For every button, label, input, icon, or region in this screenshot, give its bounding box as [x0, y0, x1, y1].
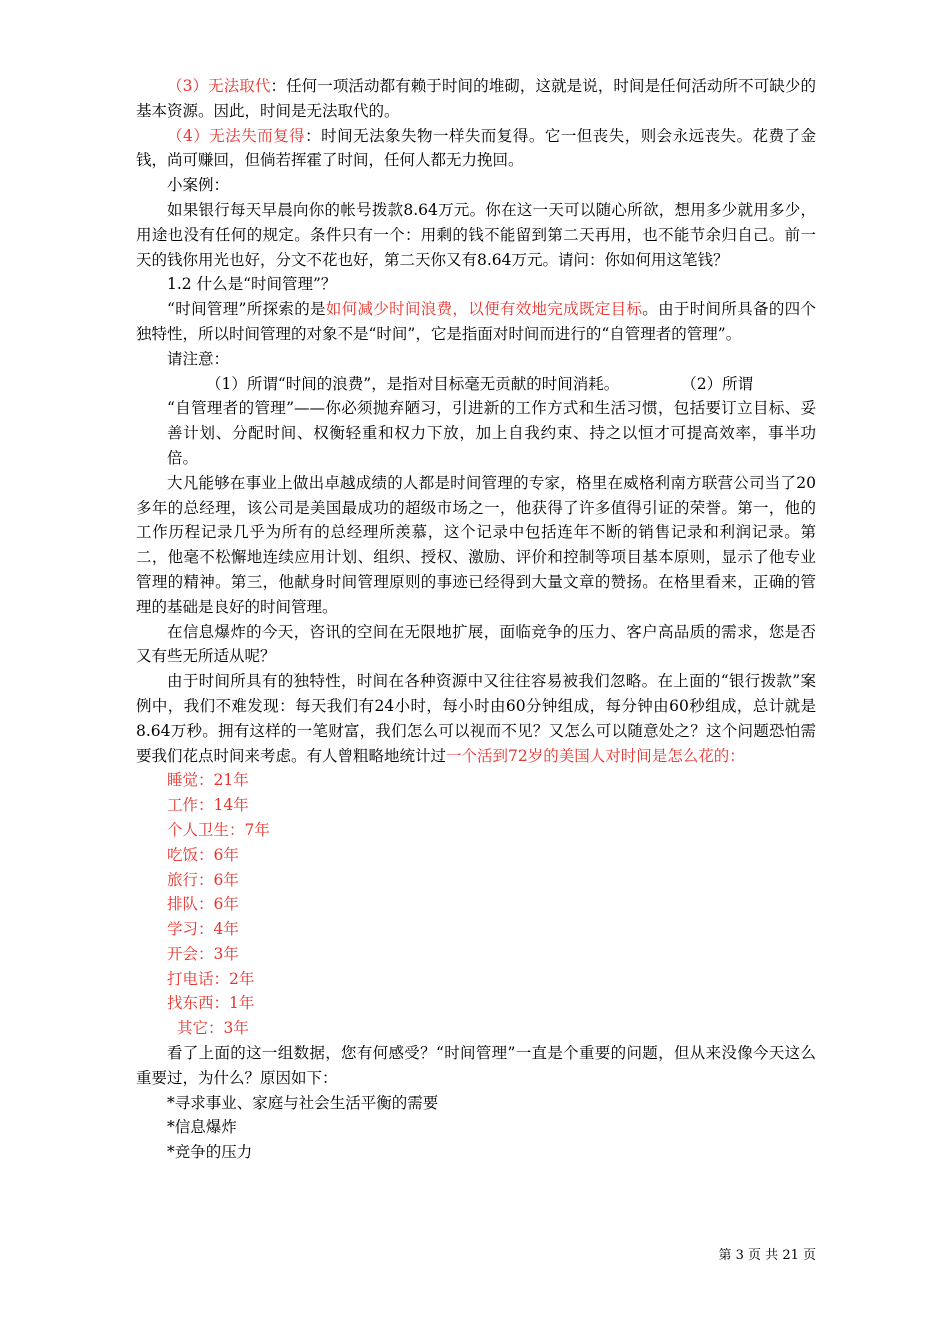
paragraph-unique: 由于时间所具有的独特性，时间在各种资源中又往往容易被我们忽略。在上面的“银行拨款”案例中，我们不难发现：每天我们有24小时，每小时由60分钟组成，每分钟由60秒组成，总计就是8.64万秒。拥有这样的一笔财富，我们怎么可以视而不见？又怎么可以随意处之？这个问题恐怕需要我们花点时间来考虑。有人曾粗略地统计过一个活到72岁的美国人对时间是怎么花的： [136, 672, 816, 765]
list-item: *寻求事业、家庭与社会生活平衡的需要 [167, 1093, 439, 1112]
highlight-goal: 如何减少时间浪费，以便有效地完成既定目标 [325, 300, 643, 319]
list-item: 打电话：2年 [167, 969, 255, 988]
case-paragraph: 如果银行每天早晨向你的帐号拨款8.64万元。你在这一天可以随心所欲，想用多少就用多少，用途也没有任何的规定。条件只有一个：用剩的钱不能留到第二天再用，也不能节余归自己。前一天的钱你用光也好，分文不花也好，第二天你又有8.64万元。请问：你如何用这笔钱？ [136, 200, 816, 269]
paragraph-info: 在信息爆炸的今天，咨讯的空间在无限地扩展，面临竞争的压力、客户高品质的需求，您是否又有些无所适从呢？ [136, 622, 816, 666]
highlight-american: 一个活到72岁的美国人对时间是怎么花的： [446, 746, 745, 765]
time-stats-list [136, 768, 816, 1041]
list-item: 工作：14年 [167, 796, 249, 815]
reasons-list [136, 1091, 816, 1165]
attention-label: 请注意： [167, 349, 230, 368]
label-irreplaceable: （3）无法取代 [167, 77, 271, 95]
list-item: 排队：6年 [167, 895, 239, 914]
paragraph-gary: 大凡能够在事业上做出卓越成绩的人都是时间管理的专家，格里在威格利南方联营公司当了20多年的总经理，该公司是美国最成功的超级市场之一，他获得了许多值得引证的荣誉。第一，他的工作历程记录几乎为所有的总经理所羡慕，这个记录中包括连年不断的销售记录和利润记录。第二，他毫不松懈地连续应用计划、组织、授权、激励、评价和控制等项目基本原则，显示了他专业管理的精神。第三，他献身时间管理原则的事迹已经得到大量文章的赞扬。在格里看来，正确的管理的基础是良好的时间管理。 [136, 473, 816, 616]
section-title: 1.2 什么是“时间管理”？ [167, 275, 337, 294]
list-item: 吃饭：6年 [167, 845, 239, 864]
paragraph-irretrievable: （4）无法失而复得：时间无法象失物一样失而复得。它一但丧失，则会永远丧失。花费了金钱，尚可赚回，但倘若挥霍了时间，任何人都无力挽回。 [136, 126, 816, 170]
list-item: 开会：3年 [167, 944, 239, 963]
label-irretrievable: （4）无法失而复得 [167, 126, 306, 145]
note-2: “自管理者的管理”——你必须抛弃陋习，引进新的工作方式和生活习惯，包括要订立目标、妥善计划、分配时间、权衡轻重和权力下放，加上自我约束、持之以恒才可提高效率，事半功倍。 [167, 399, 816, 467]
paragraph-after: 看了上面的这一组数据，您有何感受？“时间管理”一直是个重要的问题，但从来没像今天这么重要过，为什么？原因如下： [136, 1044, 816, 1087]
note-1: （1）所谓“时间的浪费”，是指对目标毫无贡献的时间消耗。 （2）所谓 [206, 374, 754, 393]
list-item: 睡觉：21年 [167, 771, 249, 790]
page-footer: 第 3 页 共 21 页 [718, 1248, 816, 1263]
paragraph-irreplaceable: （3）无法取代：任何一项活动都有赖于时间的堆砌，这就是说，时间是任何活动所不可缺少的基本资源。因此，时间是无法取代的。 [136, 77, 816, 120]
document-page [136, 74, 816, 1165]
list-item: 找东西：1年 [167, 994, 255, 1013]
list-item: *竞争的压力 [167, 1143, 253, 1162]
list-item: 旅行：6年 [167, 870, 239, 889]
section-paragraph: “时间管理”所探索的是如何减少时间浪费，以便有效地完成既定目标。由于时间所具备的四个独特性，所以时间管理的对象不是“时间”，它是指面对时间而进行的“自管理者的管理”。 [136, 300, 816, 343]
list-item: 个人卫生：7年 [167, 820, 270, 839]
case-title: 小案例： [167, 176, 230, 195]
list-item: 学习：4年 [167, 920, 239, 939]
list-item: *信息爆炸 [167, 1118, 237, 1137]
list-item: 其它：3年 [177, 1019, 249, 1038]
